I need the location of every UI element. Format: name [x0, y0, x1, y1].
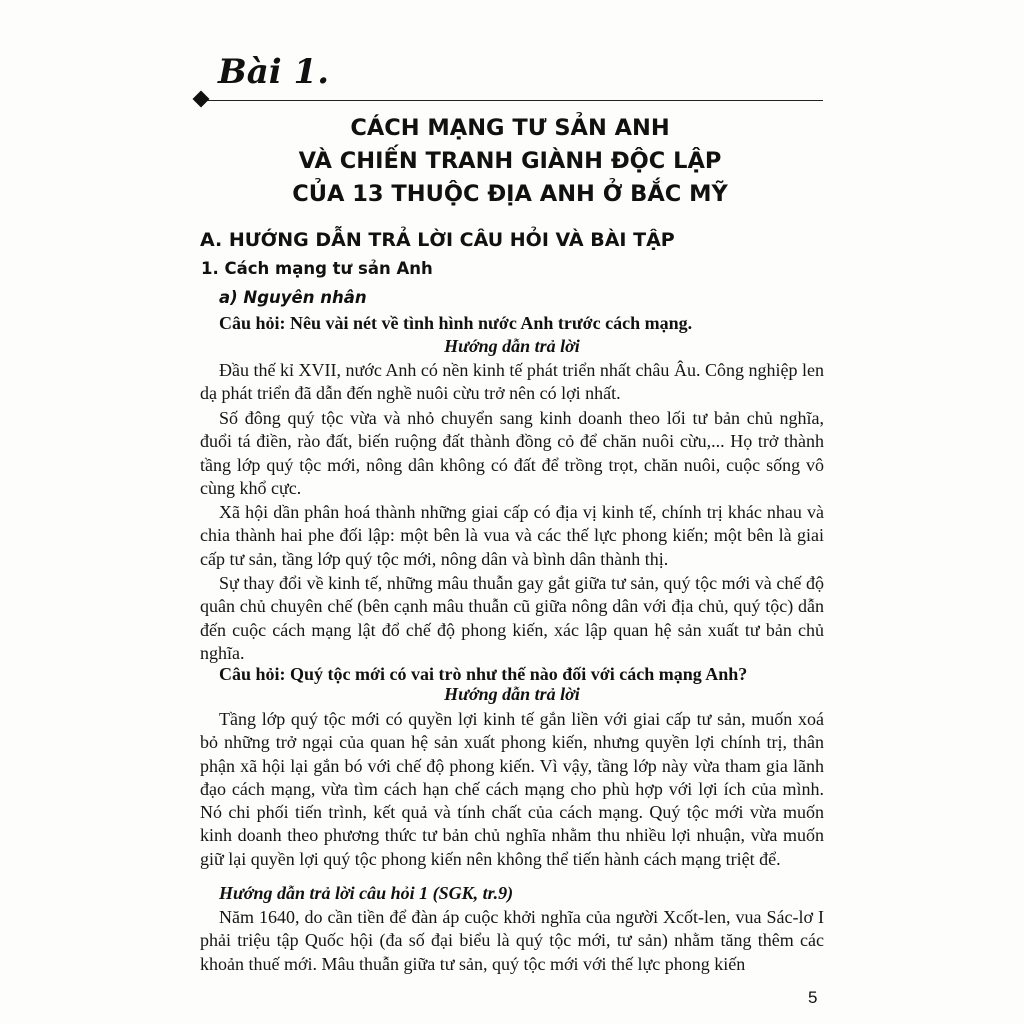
section-1-heading: 1. Cách mạng tư sản Anh [201, 259, 433, 278]
answer-guide-heading: Hướng dẫn trả lời câu hỏi 1 (SGK, tr.9) [219, 883, 514, 903]
lesson-title [230, 112, 790, 211]
paragraph: Sự thay đổi về kinh tế, những mâu thuẫn gay gắt giữa tư sản, quý tộc mới và chế độ quân chủ chuyên chế (bên cạnh mâu thuẫn cũ giữa nông dân với địa chủ, quý tộc) dẫn đến cuộc cách mạng lật đổ chế độ phong kiến, xác lập quan hệ sản xuất tư bản chủ nghĩa. [200, 573, 824, 663]
section-a-heading: A. HƯỚNG DẪN TRẢ LỜI CÂU HỎI VÀ BÀI TẬP [200, 229, 675, 251]
title-line: CỦA 13 THUỘC ĐỊA ANH Ở BẮC MỸ [292, 181, 728, 207]
page-number: 5 [808, 988, 818, 1007]
paragraph: Số đông quý tộc vừa và nhỏ chuyển sang kinh doanh theo lối tư bản chủ nghĩa, đuổi tá điền, rào đất, biến ruộng đất thành đồng cỏ để chăn nuôi cừu,... Họ trở thành tầng lớp quý tộc mới, nông dân không có đất để trồng trọt, chăn nuôi, cuộc sống vô cùng khổ cực. [200, 408, 824, 498]
question-heading: Câu hỏi: Quý tộc mới có vai trò như thế nào đối với cách mạng Anh? [219, 664, 748, 684]
paragraph: Đầu thế kỉ XVII, nước Anh có nền kinh tế phát triển nhất châu Âu. Công nghiệp len dạ phát triển đã dẫn đến nghề nuôi cừu trở nên có lợi nhất. [200, 360, 824, 404]
diamond-bullet-icon [193, 91, 210, 108]
lesson-prefix: Bài [218, 52, 282, 92]
title-line: CÁCH MẠNG TƯ SẢN ANH [350, 115, 670, 141]
paragraph: Tầng lớp quý tộc mới có quyền lợi kinh tế gắn liền với giai cấp tư sản, muốn xoá bỏ những trở ngại của quan hệ sản xuất phong kiến, nhưng quyền lợi chính trị, thân phận xã hội lại gắn bó với chế độ phong kiến. Vì vậy, tầng lớp này vừa tham gia lãnh đạo cách mạng, vừa tìm cách hạn chế cách mạng cho phù hợp với lợi ích của mình. Nó chi phối tiến trình, kết quả và tính chất của cách mạng. Quý tộc mới vừa muốn kinh doanh theo phương thức tư bản chủ nghĩa nhằm thu nhiều lợi nhuận, vừa muốn giữ lại quyền lợi quý tộc phong kiến nên không thể tiến hành cách mạng triệt để. [200, 709, 824, 869]
paragraph: Xã hội dần phân hoá thành những giai cấp có địa vị kinh tế, chính trị khác nhau và chia thành hai phe đối lập: một bên là vua và các thế lực phong kiến; một bên là giai cấp tư sản, tầng lớp quý tộc mới, nông dân và bình dân thành thị. [200, 502, 824, 569]
question-heading: Câu hỏi: Nêu vài nét về tình hình nước Anh trước cách mạng. [219, 313, 693, 333]
paragraph: Năm 1640, do cần tiền để đàn áp cuộc khởi nghĩa của người Xcốt-len, vua Sác-lơ I phải triệu tập Quốc hội (đa số đại biểu là quý tộc mới, tư sản) nhằm tăng thêm các khoản thuế mới. Mâu thuẫn giữa tư sản, quý tộc mới với thế lực phong kiến [200, 907, 824, 974]
answer-guide-heading: Hướng dẫn trả lời [444, 336, 580, 356]
subsection-a-heading: a) Nguyên nhân [219, 288, 367, 307]
title-line: VÀ CHIẾN TRANH GIÀNH ĐỘC LẬP [298, 148, 722, 174]
lesson-heading [218, 52, 329, 92]
heading-rule [203, 100, 823, 101]
answer-guide-heading: Hướng dẫn trả lời [444, 684, 580, 704]
lesson-number: 1. [293, 52, 330, 92]
